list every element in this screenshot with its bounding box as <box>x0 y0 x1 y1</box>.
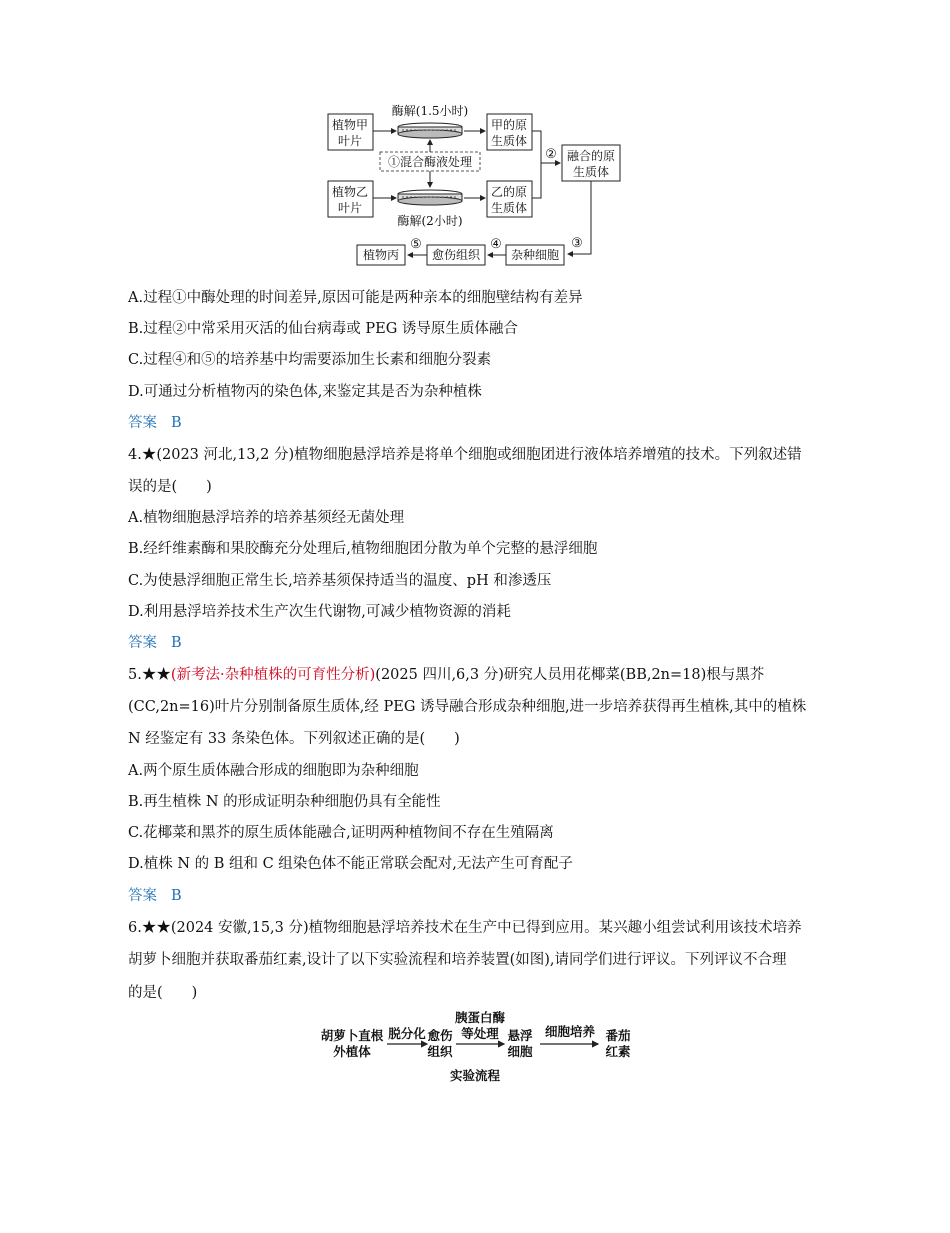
q4-option-a: A.植物细胞悬浮培养的培养基须经无菌处理 <box>128 510 405 526</box>
q5-stem-rest: (2025 四川,6,3 分)研究人员用花椰菜(BB,2n=18)根与黑芥 <box>375 667 765 683</box>
plant-c-label: 植物丙 <box>362 248 400 262</box>
q3-option-c: C.过程④和⑤的培养基中均需要添加生长素和细胞分裂素 <box>128 352 492 368</box>
q4-answer <box>128 633 182 653</box>
hybrid-cell-label: 杂种细胞 <box>510 248 560 262</box>
q4-stem-line-1: 4.★(2023 河北,13,2 分)植物细胞悬浮培养是将单个细胞或细胞团进行液体培养增殖的技术。下列叙述错 <box>128 447 802 463</box>
plant-b-label-2: 叶片 <box>337 201 363 215</box>
suspension-label-2: 细胞 <box>507 1044 533 1059</box>
q5-stem-line-2: (CC,2n=16)叶片分别制备原生质体,经 PEG 诱导融合形成杂种细胞,进一步培养获得再生植株,其中的植株 <box>128 699 807 715</box>
treatment-label: 等处理 <box>461 1026 499 1041</box>
q3-option-d: D.可通过分析植物丙的染色体,来鉴定其是否为杂种植株 <box>128 384 482 400</box>
q5-prefix: 5.★★ <box>128 667 171 683</box>
mixed-enzyme-label: ①混合酶液处理 <box>387 155 473 169</box>
protoplast-b-label-2: 生质体 <box>490 201 528 215</box>
q5-option-b: B.再生植株 N 的形成证明杂种细胞仍具有全能性 <box>128 794 441 810</box>
q5-option-c: C.花椰菜和黑芥的原生质体能融合,证明两种植物间不存在生殖隔离 <box>128 825 554 841</box>
plant-b-label-1: 植物乙 <box>331 185 369 199</box>
protoplast-a-label-2: 生质体 <box>490 134 528 148</box>
q5-answer <box>128 886 182 906</box>
callus-label-2: 组织 <box>427 1044 453 1059</box>
lycopene-label-1: 番茄 <box>605 1028 631 1043</box>
q6-stem-line-2: 胡萝卜细胞并获取番茄红素,设计了以下实验流程和培养装置(如图),请同学们进行评议。下列评议不合理 <box>128 952 787 968</box>
callus-label: 愈伤组织 <box>431 248 481 262</box>
answer-label: 答案 <box>128 415 157 431</box>
lycopene-label-2: 红素 <box>605 1044 631 1059</box>
experiment-flow-diagram <box>310 1008 650 1088</box>
step-2-label: ② <box>545 147 557 162</box>
q5-stem-line-1 <box>128 665 764 685</box>
fused-label-1: 融合的原 <box>566 149 616 163</box>
suspension-label-1: 悬浮 <box>507 1028 533 1043</box>
plant-a-label-2: 叶片 <box>337 134 363 148</box>
q5-tag: (新考法·杂种植株的可育性分析) <box>170 667 376 683</box>
enzyme-b-label: 酶解(2小时) <box>397 214 463 228</box>
q4-option-c: C.为使悬浮细胞正常生长,培养基须保持适当的温度、pH 和渗透压 <box>128 573 552 589</box>
q5-option-a: A.两个原生质体融合形成的细胞即为杂种细胞 <box>128 763 419 779</box>
q5-stem-line-3: N 经鉴定有 33 条染色体。下列叙述正确的是( ) <box>128 731 460 747</box>
q4-option-d: D.利用悬浮培养技术生产次生代谢物,可减少植物资源的消耗 <box>128 604 511 620</box>
explant-label-1: 胡萝卜直根 <box>320 1028 384 1043</box>
q3-option-b: B.过程②中常采用灭活的仙台病毒或 PEG 诱导原生质体融合 <box>128 321 518 337</box>
protoplast-a-label-1: 甲的原 <box>490 118 528 132</box>
q6-stem-line-1: 6.★★(2024 安徽,15,3 分)植物细胞悬浮培养技术在生产中已得到应用。某兴趣小组尝试利用该技术培养 <box>128 920 802 936</box>
trypsin-label: 胰蛋白酶 <box>454 1010 506 1025</box>
q3-answer <box>128 413 182 433</box>
answer-value: B <box>171 415 182 431</box>
dediff-label: 脱分化 <box>388 1026 426 1041</box>
answer-label: 答案 <box>128 888 157 904</box>
plant-a-label-1: 植物甲 <box>331 118 369 132</box>
q6-stem-line-3: 的是( ) <box>128 985 198 1001</box>
callus-label-1: 愈伤 <box>427 1028 453 1043</box>
diagram-caption: 实验流程 <box>449 1068 501 1083</box>
explant-label-2: 外植体 <box>333 1044 371 1059</box>
answer-value: B <box>171 888 182 904</box>
protoplast-b-label-1: 乙的原 <box>490 185 528 199</box>
petri-dish-b-icon <box>398 190 462 205</box>
enzyme-a-label: 酶解(1.5小时) <box>391 104 469 118</box>
answer-value: B <box>171 635 182 651</box>
q3-option-a: A.过程①中酶处理的时间差异,原因可能是两种亲本的细胞壁结构有差异 <box>128 290 583 306</box>
culture-label: 细胞培养 <box>544 1024 596 1039</box>
q5-option-d: D.植株 N 的 B 组和 C 组染色体不能正常联会配对,无法产生可育配子 <box>128 856 573 872</box>
answer-label: 答案 <box>128 635 157 651</box>
step-5-label: ⑤ <box>410 237 422 252</box>
q4-stem-line-2: 误的是( ) <box>128 479 212 495</box>
fused-label-2: 生质体 <box>572 165 610 179</box>
petri-dish-a-icon <box>398 123 462 138</box>
step-4-label: ④ <box>490 237 502 252</box>
step-3-label: ③ <box>571 236 583 251</box>
protoplast-fusion-diagram <box>320 96 640 271</box>
q4-option-b: B.经纤维素酶和果胶酶充分处理后,植物细胞团分散为单个完整的悬浮细胞 <box>128 541 598 557</box>
